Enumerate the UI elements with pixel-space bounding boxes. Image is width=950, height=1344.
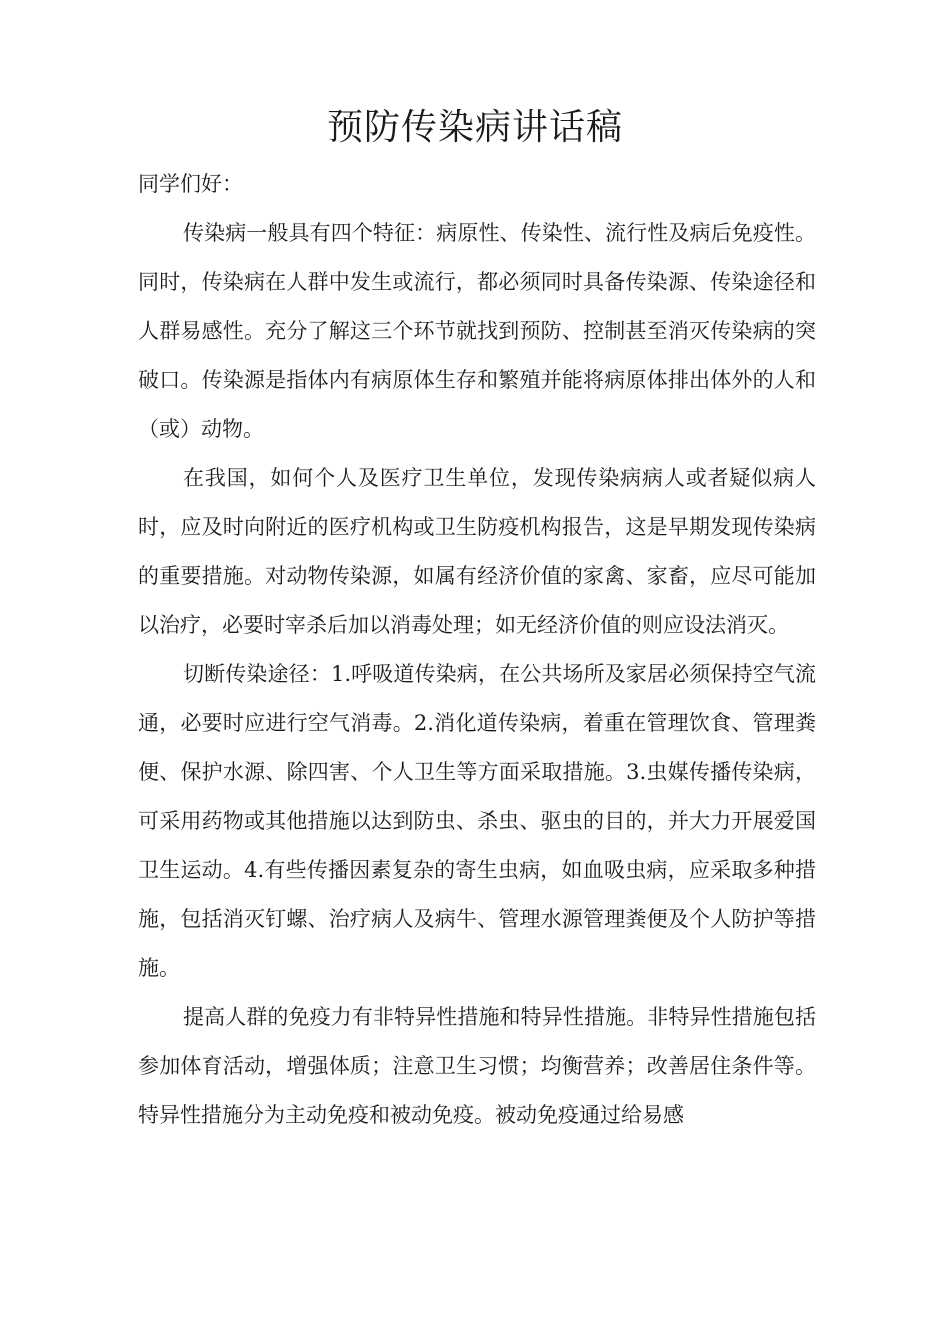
paragraph-transmission-features: 传染病一般具有四个特征：病原性、传染性、流行性及病后免疫性。同时，传染病在人群中发生或流行，都必须同时具备传染源、传染途径和人群易感性。充分了解这三个环节就找到预防、控制甚至消灭传染病的突破口。传染源是指体内有病原体生存和繁殖并能将病原体排出体外的人和（或）动物。 (138, 221, 816, 441)
greeting: 同学们好： (138, 172, 243, 196)
paragraph-report-source: 在我国，如何个人及医疗卫生单位，发现传染病病人或者疑似病人时，应及时向附近的医疗机构或卫生防疫机构报告，这是早期发现传染病的重要措施。对动物传染源，如属有经济价值的家禽、家畜，应尽可能加以治疗，必要时宰杀后加以消毒处理；如无经济价值的则应设法消灭。 (138, 466, 816, 637)
document-body (138, 160, 816, 1140)
document-title: 预防传染病讲话稿 (326, 107, 623, 148)
paragraph-cut-transmission: 切断传染途径：1.呼吸道传染病，在公共场所及家居必须保持空气流通，必要时应进行空气消毒。2.消化道传染病，着重在管理饮食、管理粪便、保护水源、除四害、个人卫生等方面采取措施。3.虫媒传播传染病，可采用药物或其他措施以达到防虫、杀虫、驱虫的目的，并大力开展爱国卫生运动。4.有些传播因素复杂的寄生虫病，如血吸虫病，应采取多种措施，包括消灭钉螺、治疗病人及病牛、管理水源管理粪便及个人防护等措施。 (138, 662, 816, 980)
paragraph-immunity: 提高人群的免疫力有非特异性措施和特异性措施。非特异性措施包括参加体育活动，增强体质；注意卫生习惯；均衡营养；改善居住条件等。特异性措施分为主动免疫和被动免疫。被动免疫通过给易感 (138, 1005, 816, 1127)
